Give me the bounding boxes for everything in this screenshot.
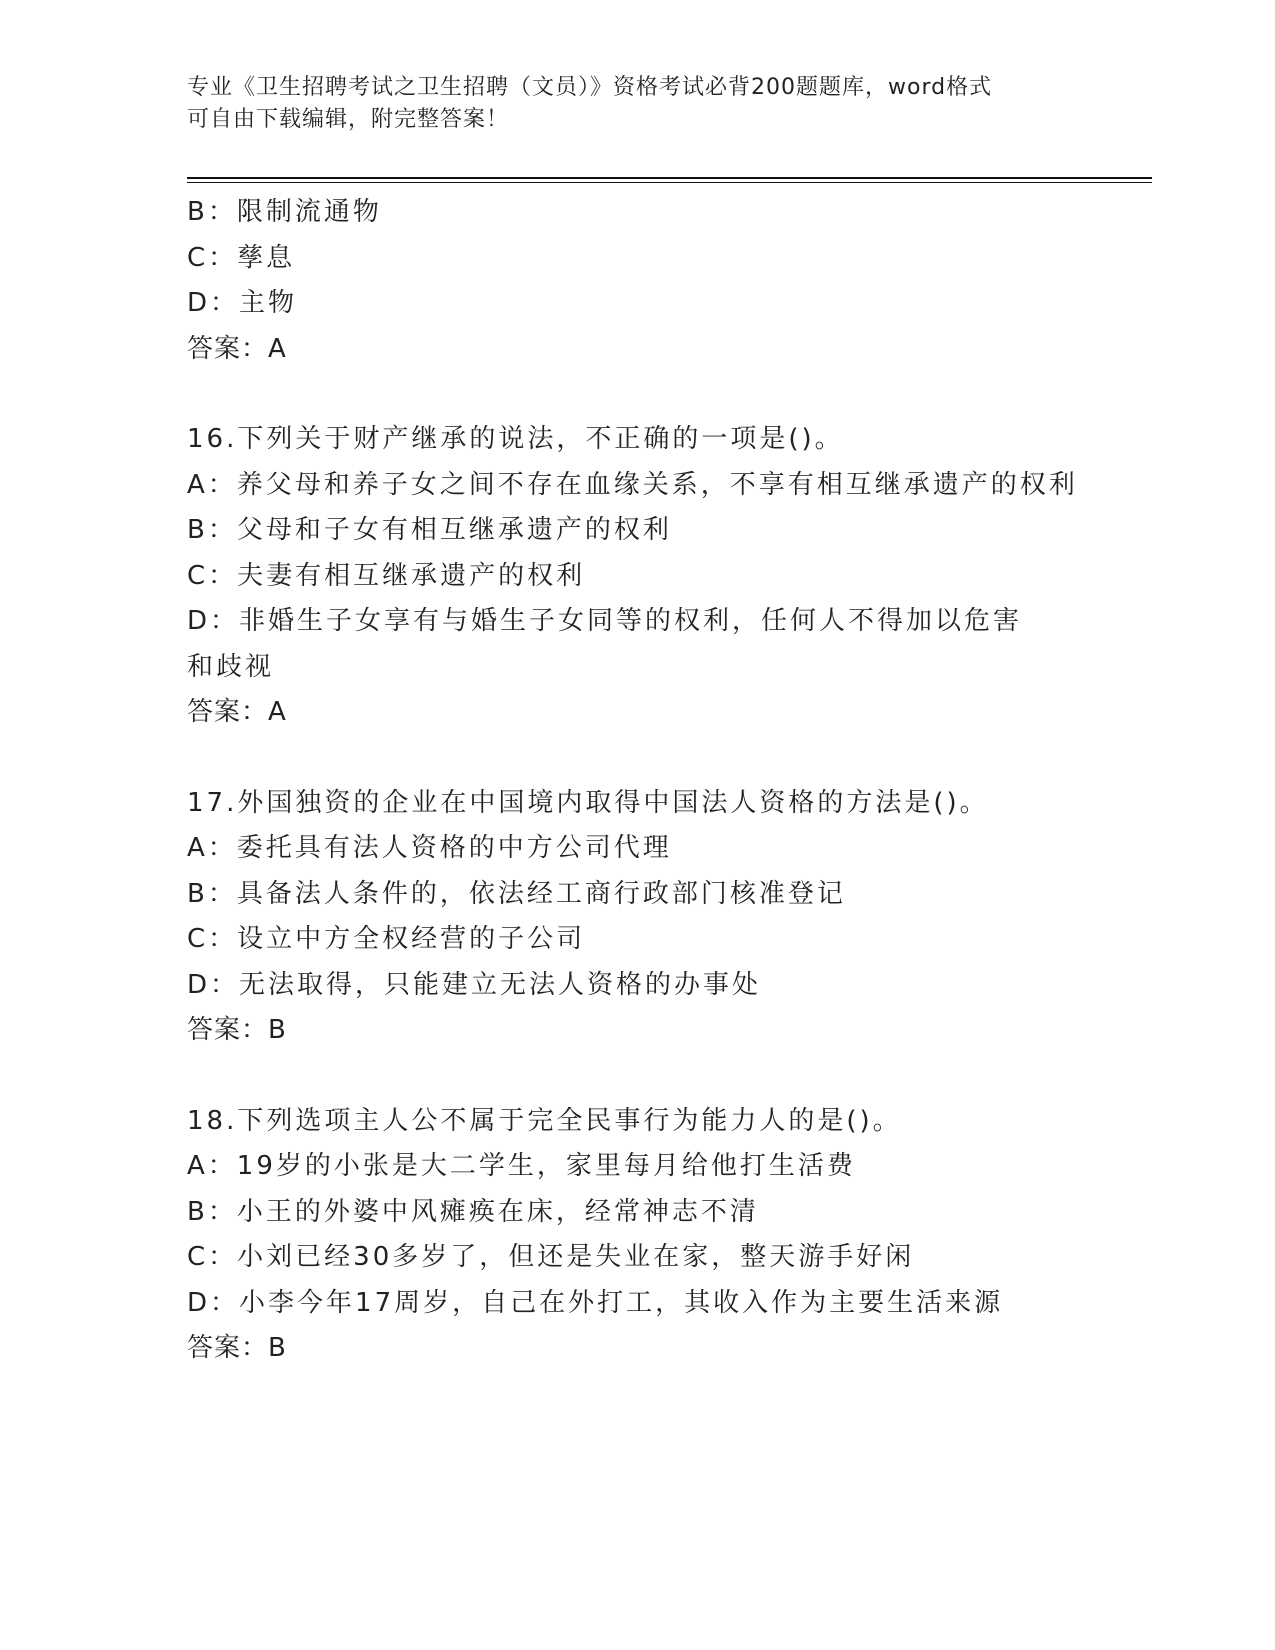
header-line-2: 可自由下载编辑，附完整答案！ xyxy=(187,107,510,132)
question-stem: 16.下列关于财产继承的说法，不正确的一项是()。 xyxy=(187,424,844,454)
document-header xyxy=(187,72,1067,136)
answer-line: 答案：B xyxy=(187,1333,287,1363)
answer-line: 答案：B xyxy=(187,1015,287,1045)
spacer xyxy=(187,372,1087,417)
option-d: D：非婚生子女享有与婚生子女同等的权利，任何人不得加以危害和歧视 xyxy=(187,606,1023,682)
option-c: C：设立中方全权经营的子公司 xyxy=(187,924,586,954)
option-c: C：小刘已经30多岁了，但还是失业在家，整天游手好闲 xyxy=(187,1242,915,1272)
spacer xyxy=(187,1054,1087,1099)
spacer xyxy=(187,736,1087,781)
option-b: B：小王的外婆中风瘫痪在床，经常神志不清 xyxy=(187,1196,759,1227)
question-18 xyxy=(187,1099,1087,1372)
option-d: D：主物 xyxy=(187,288,298,318)
option-c: C：夫妻有相互继承遗产的权利 xyxy=(187,560,586,591)
option-d: D：小李今年17周岁，自己在外打工，其收入作为主要生活来源 xyxy=(187,1287,1004,1318)
option-a: A：养父母和养子女之间不存在血缘关系，不享有相互继承遗产的权利 xyxy=(187,469,1078,500)
question-list xyxy=(187,190,1087,1372)
question-17 xyxy=(187,781,1087,1054)
question-stem: 17.外国独资的企业在中国境内取得中国法人资格的方法是()。 xyxy=(187,787,989,818)
option-a: A：19岁的小张是大二学生，家里每月给他打生活费 xyxy=(187,1151,856,1181)
header-rule xyxy=(187,177,1152,183)
answer-line: 答案：A xyxy=(187,697,287,727)
header-line-1: 专业《卫生招聘考试之卫生招聘（文员）》资格考试必背200题题库，word格式 xyxy=(187,75,993,100)
option-b: B：具备法人条件的，依法经工商行政部门核准登记 xyxy=(187,878,846,909)
option-a: A：委托具有法人资格的中方公司代理 xyxy=(187,833,672,863)
question-16 xyxy=(187,417,1087,736)
question-stem: 18.下列选项主人公不属于完全民事行为能力人的是()。 xyxy=(187,1105,902,1136)
option-b: B：父母和子女有相互继承遗产的权利 xyxy=(187,515,672,545)
answer-line: 答案：A xyxy=(187,333,287,364)
option-c: C：孳息 xyxy=(187,242,296,273)
option-d: D：无法取得，只能建立无法人资格的办事处 xyxy=(187,969,762,1000)
prev-question-tail xyxy=(187,190,1087,372)
option-b: B：限制流通物 xyxy=(187,197,382,227)
